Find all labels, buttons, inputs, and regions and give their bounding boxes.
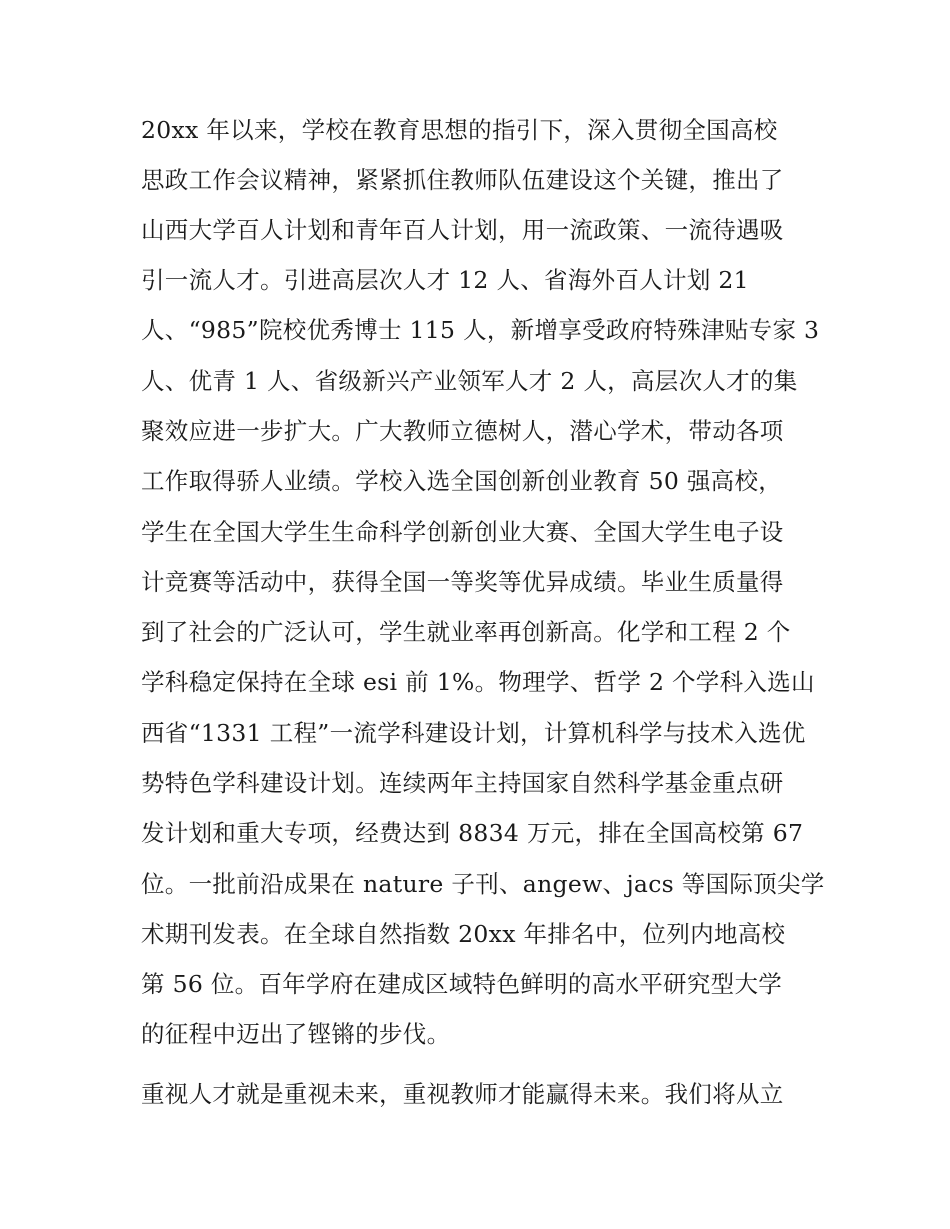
paragraph-line: 人、“985”院校优秀博士 115 人，新增享受政府特殊津贴专家 3: [141, 316, 820, 344]
paragraph-line: 聚效应进一步扩大。广大教师立德树人，潜心学术，带动各项: [141, 417, 784, 445]
paragraph-line: 山西大学百人计划和青年百人计划，用一流政策、一流待遇吸: [141, 216, 784, 244]
paragraph-line: 位。一批前沿成果在 nature 子刊、angew、jacs 等国际顶尖学: [141, 870, 825, 898]
paragraph-line: 的征程中迈出了铿锵的步伐。: [141, 1020, 451, 1048]
paragraph-line: 工作取得骄人业绩。学校入选全国创新创业教育 50 强高校，: [141, 467, 783, 495]
paragraph-line: 势特色学科建设计划。连续两年主持国家自然科学基金重点研: [141, 769, 784, 797]
paragraph-line: 发计划和重大专项，经费达到 8834 万元，排在全国高校第 67: [141, 819, 804, 847]
paragraph-line: 计竞赛等活动中，获得全国一等奖等优异成绩。毕业生质量得: [141, 568, 784, 596]
paragraph-line: 20xx 年以来，学校在教育思想的指引下，深入贯彻全国高校: [141, 116, 778, 144]
paragraph-line: 学生在全国大学生生命科学创新创业大赛、全国大学生电子设: [141, 518, 784, 546]
paragraph-line: 西省“1331 工程”一流学科建设计划，计算机科学与技术入选优: [141, 719, 806, 747]
paragraph-line: 思政工作会议精神，紧紧抓住教师队伍建设这个关键，推出了: [141, 166, 784, 194]
paragraph-line: 到了社会的广泛认可，学生就业率再创新高。化学和工程 2 个: [141, 618, 791, 646]
paragraph-line: 第 56 位。百年学府在建成区域特色鲜明的高水平研究型大学: [141, 970, 783, 998]
paragraph-line: 重视人才就是重视未来，重视教师才能赢得未来。我们将从立: [141, 1080, 784, 1108]
paragraph-line: 引一流人才。引进高层次人才 12 人、省海外百人计划 21: [141, 266, 749, 294]
paragraph-line: 人、优青 1 人、省级新兴产业领军人才 2 人，高层次人才的集: [141, 367, 798, 395]
paragraph-line: 术期刊发表。在全球自然指数 20xx 年排名中，位列内地高校: [141, 920, 786, 948]
paragraph-line: 学科稳定保持在全球 esi 前 1%。物理学、哲学 2 个学科入选山: [141, 668, 815, 696]
